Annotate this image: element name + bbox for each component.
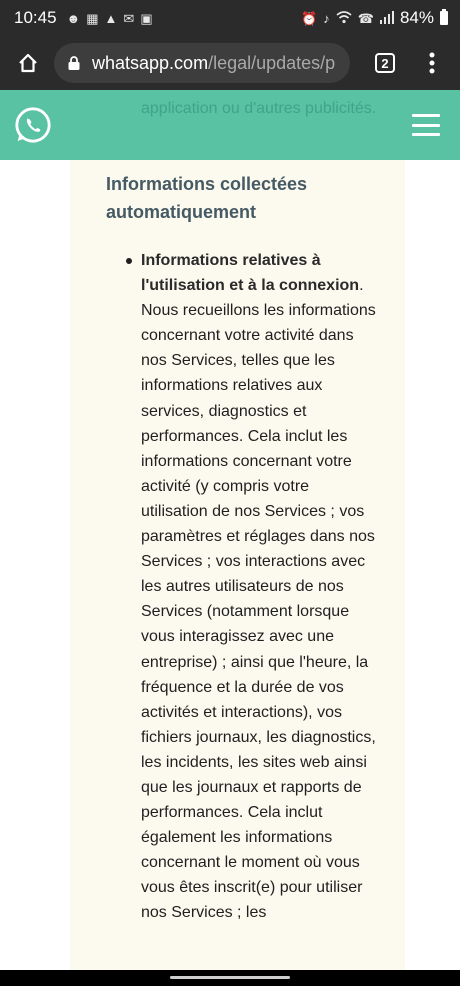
home-indicator[interactable] (170, 976, 290, 979)
hamburger-menu-button[interactable] (412, 114, 440, 136)
bullet-paragraph (141, 248, 377, 926)
signal-icon (380, 11, 394, 26)
bullet-dot (126, 258, 132, 264)
url-path: /legal/updates/p (208, 52, 336, 73)
whatsapp-logo-icon[interactable] (14, 106, 52, 144)
browser-menu-button[interactable] (414, 43, 450, 83)
home-icon (17, 52, 39, 74)
url-domain: whatsapp.com (92, 52, 209, 73)
status-bar (0, 0, 460, 36)
qr-icon: ▦ (86, 10, 99, 26)
battery-percent: 84% (399, 8, 434, 27)
address-bar[interactable] (54, 43, 350, 83)
battery-icon (440, 11, 448, 25)
gesture-bar (0, 970, 460, 986)
alarm-icon: ⏰ (301, 10, 318, 26)
mute-icon: ♪ (323, 10, 330, 26)
wifi-icon (336, 11, 352, 26)
image-icon: ▣ (140, 10, 153, 26)
tab-switcher-button[interactable] (362, 43, 408, 83)
person-icon: ☻ (66, 10, 81, 26)
hamburger-line (412, 133, 440, 136)
legal-content-panel (70, 160, 405, 972)
status-right (301, 8, 448, 28)
gmail-icon: ✉ (123, 10, 135, 26)
section-heading: Informations collectées automatiquement (106, 174, 308, 222)
browser-toolbar (0, 36, 460, 90)
more-vert-icon (429, 52, 435, 74)
status-time: 10:45 (14, 8, 57, 27)
tab-count: 2 (375, 53, 395, 73)
notification-icon: ▲ (104, 10, 118, 26)
site-header (0, 90, 460, 160)
home-button[interactable] (8, 43, 48, 83)
lock-icon (66, 55, 82, 71)
hamburger-line (412, 114, 440, 117)
bullet-body: . Nous recueillons les informations concernant votre activité dans nos Services, telles que les informations relatives aux services, diagnostics et performances. Cela inclut les informations concernant votre activité (y compris votre utilisation de nos Services ; vos paramètres et réglages dans nos Services ; vos interactions avec les autres utilisateurs de nos Services (notamment lorsque vous interagissez avec une entreprise) ; ainsi que l'heure, la fréquence et la durée de vos activités et interactions), vos fichiers journaux, les diagnostics, les incidents, les sites web ainsi que les journaux et rapports de performances. Cela inclut également les informations concernant le moment où vous vous êtes inscrit(e) pour utiliser nos Services ; les (141, 277, 376, 922)
scrolled-text-behind-header: application ou d'autres publicités. (141, 100, 377, 117)
bullet-title: Informations relatives à l'utilisation et à la connexion (141, 252, 360, 295)
status-left (14, 8, 153, 28)
wifi-call-icon: ☎ (357, 10, 374, 26)
hamburger-line (412, 124, 440, 127)
